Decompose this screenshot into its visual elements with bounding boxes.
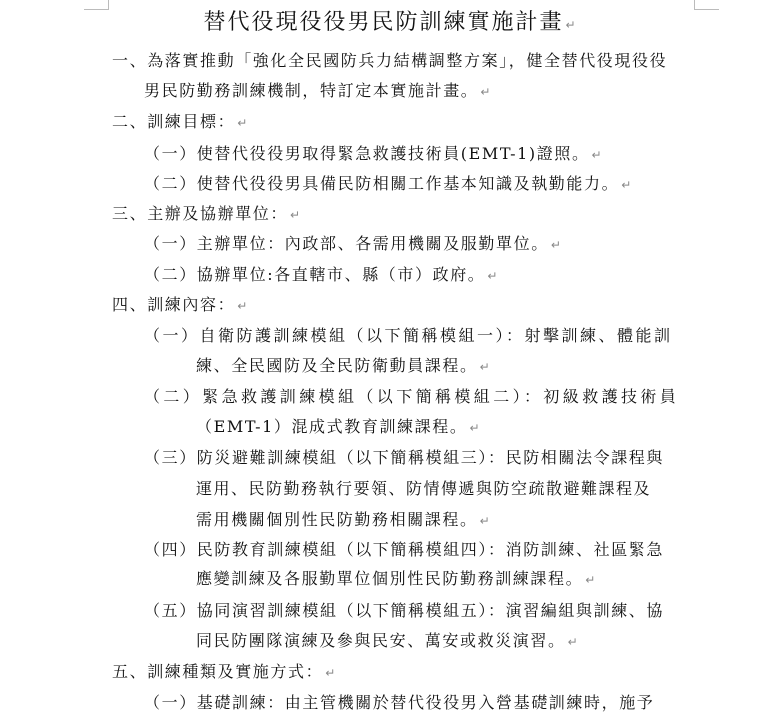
text-line: 一、為落實推動「強化全民國防兵力結構調整方案」，健全替代役現役役 — [112, 51, 668, 70]
text-line: 四、訓練內容： ↵ — [112, 295, 249, 314]
text-line: （EMT-1）混成式教育訓練課程。 ↵ — [196, 417, 482, 436]
document-title: 替代役現役役男民防訓練實施計畫 ↵ — [203, 10, 578, 35]
text-line: 需用機關個別性民防勤務相關課程。 ↵ — [196, 510, 492, 529]
text-line: （一）自衛防護訓練模組（以下簡稱模組一）：射擊訓練、體能訓 — [144, 326, 673, 345]
text-line: （一）使替代役役男取得緊急救護技術員(EMT-1)證照。 ↵ — [144, 144, 604, 163]
text-line: 五、訓練種類及實施方式： ↵ — [112, 662, 337, 681]
text-line: （四）民防教育訓練模組（以下簡稱模組四）：消防訓練、社區緊急 — [144, 540, 665, 559]
text-line: 練、全民國防及全民防衛動員課程。 ↵ — [196, 356, 492, 375]
text-line: （一）基礎訓練：由主管機關於替代役役男入營基礎訓練時，施予 — [144, 693, 655, 712]
text-line: （二）使替代役役男具備民防相關工作基本知識及執勤能力。 ↵ — [144, 174, 633, 193]
text-line: （二）協辦單位:各直轄市、縣（市）政府。 ↵ — [144, 265, 500, 284]
text-line: 應變訓練及各服勤單位個別性民防勤務訓練課程。 ↵ — [196, 569, 597, 588]
text-line: 運用、民防勤務執行要領、防情傳遞與防空疏散避難課程及 — [196, 479, 652, 498]
text-line: （一）主辦單位：內政部、各需用機關及服勤單位。 ↵ — [144, 234, 563, 253]
text-line: （三）防災避難訓練模組（以下簡稱模組三）：民防相關法令課程與 — [144, 448, 665, 467]
text-line: 二、訓練目標： ↵ — [112, 112, 249, 131]
text-line: 三、主辦及協辦單位： ↵ — [112, 204, 302, 223]
text-line: 男民防勤務訓練機制，特訂定本實施計畫。 ↵ — [144, 81, 493, 100]
text-line: 同民防團隊演練及參與民安、萬安或救災演習。 ↵ — [196, 631, 580, 650]
text-line: （五）協同演習訓練模組（以下簡稱模組五）：演習編組與訓練、協 — [144, 601, 665, 620]
text-line: （二）緊急救護訓練模組（以下簡稱模組二）：初級救護技術員 — [144, 387, 680, 406]
